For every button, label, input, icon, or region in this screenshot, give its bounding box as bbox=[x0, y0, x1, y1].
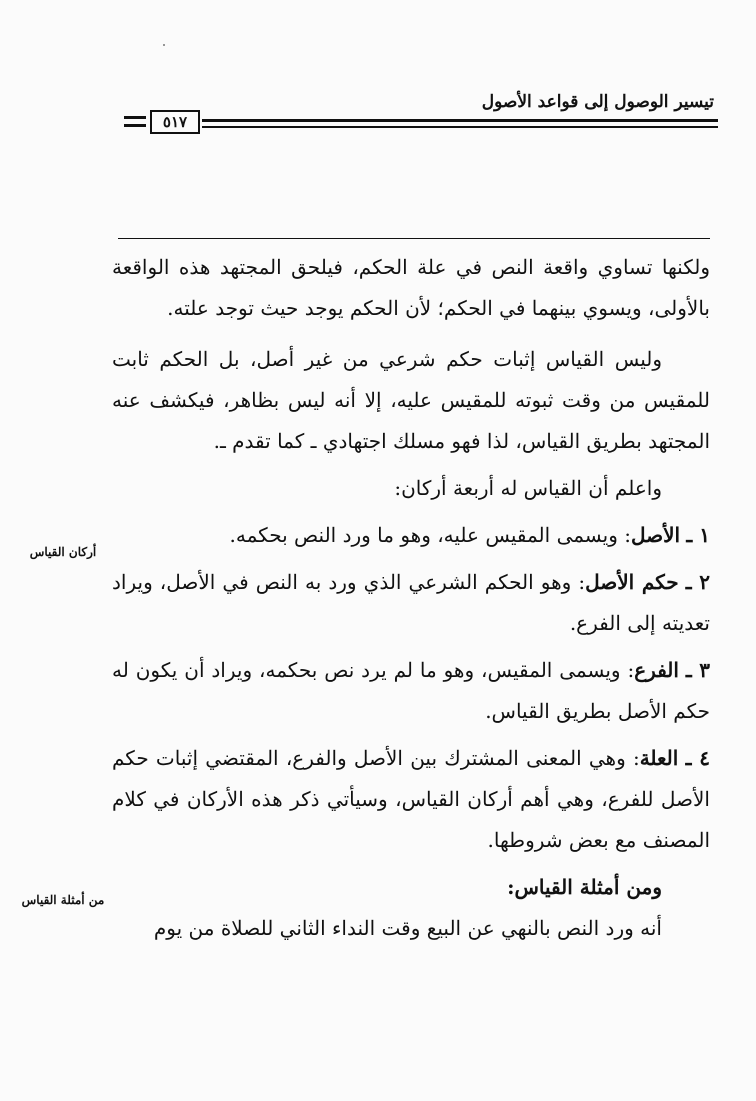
pillar-number: ٤ ـ bbox=[685, 746, 710, 770]
pillar-term: العلة bbox=[639, 746, 679, 770]
examples-first-line: أنه ورد النص بالنهي عن البيع وقت النداء الثاني للصلاة من يوم bbox=[153, 916, 662, 940]
pillar-number: ٢ ـ bbox=[685, 570, 711, 594]
margin-note-pillars: أركان القياس bbox=[29, 545, 97, 559]
running-header-title: تيسير الوصول إلى قواعد الأصول bbox=[481, 92, 714, 112]
examples-heading: ومن أمثلة القياس: bbox=[507, 875, 662, 899]
pillar-term: الفرع bbox=[634, 658, 679, 682]
header-rule-bottom bbox=[202, 126, 718, 128]
pillar-item bbox=[112, 650, 710, 732]
paragraph-pillars-intro: واعلم أن القياس له أربعة أركان: bbox=[394, 476, 662, 500]
pillar-text: : ويسمى المقيس، وهو ما لم يرد نص بحكمه، ويراد أن يكون له حكم الأصل بطريق القياس. bbox=[112, 658, 710, 723]
pillar-term: الأصل bbox=[630, 523, 681, 547]
separator-rule bbox=[118, 238, 710, 239]
paragraph-qiyas-definition: وليس القياس إثبات حكم شرعي من غير أصل، بل الحكم ثابت للمقيس من وقت ثبوته للمقيس عليه، إلا أنه ليس بظاهر، فيكشف عنه المجتهد بطريق القياس، لذا فهو مسلك اجتهادي ـ كما تقدم ـ. bbox=[112, 347, 710, 453]
pillar-text: : وهو الحكم الشرعي الذي ورد به النص في الأصل، ويراد تعديته إلى الفرع. bbox=[112, 570, 710, 635]
pillar-number: ١ ـ bbox=[686, 523, 710, 547]
page-number: ٥١٧ bbox=[150, 110, 200, 134]
pillar-term: حكم الأصل bbox=[585, 570, 679, 594]
body-text bbox=[112, 247, 710, 949]
pillar-text: : ويسمى المقيس عليه، وهو ما ورد النص بحكمه. bbox=[229, 523, 631, 547]
pillar-item bbox=[112, 738, 710, 861]
scan-speck bbox=[163, 44, 165, 46]
margin-note-examples: من أمثلة القياس bbox=[21, 893, 105, 907]
paragraph-continuation: ولكنها تساوي واقعة النص في علة الحكم، فيلحق المجتهد هذه الواقعة بالأولى، ويسوي بينهما في الحكم؛ لأن الحكم يوجد حيث توجد علته. bbox=[112, 255, 710, 320]
pillar-item bbox=[112, 562, 710, 644]
header-dash-top bbox=[124, 116, 146, 119]
header-dash-bottom bbox=[124, 124, 146, 127]
pillar-item bbox=[112, 515, 710, 556]
header-rule-top bbox=[202, 119, 718, 122]
pillar-number: ٣ ـ bbox=[685, 658, 710, 682]
pillar-text: : وهي المعنى المشترك بين الأصل والفرع، المقتضي إثبات حكم الأصل للفرع، وهي أهم أركان القياس، وسيأتي ذكر هذه الأركان في كلام المصنف مع بعض شروطها. bbox=[112, 746, 710, 852]
